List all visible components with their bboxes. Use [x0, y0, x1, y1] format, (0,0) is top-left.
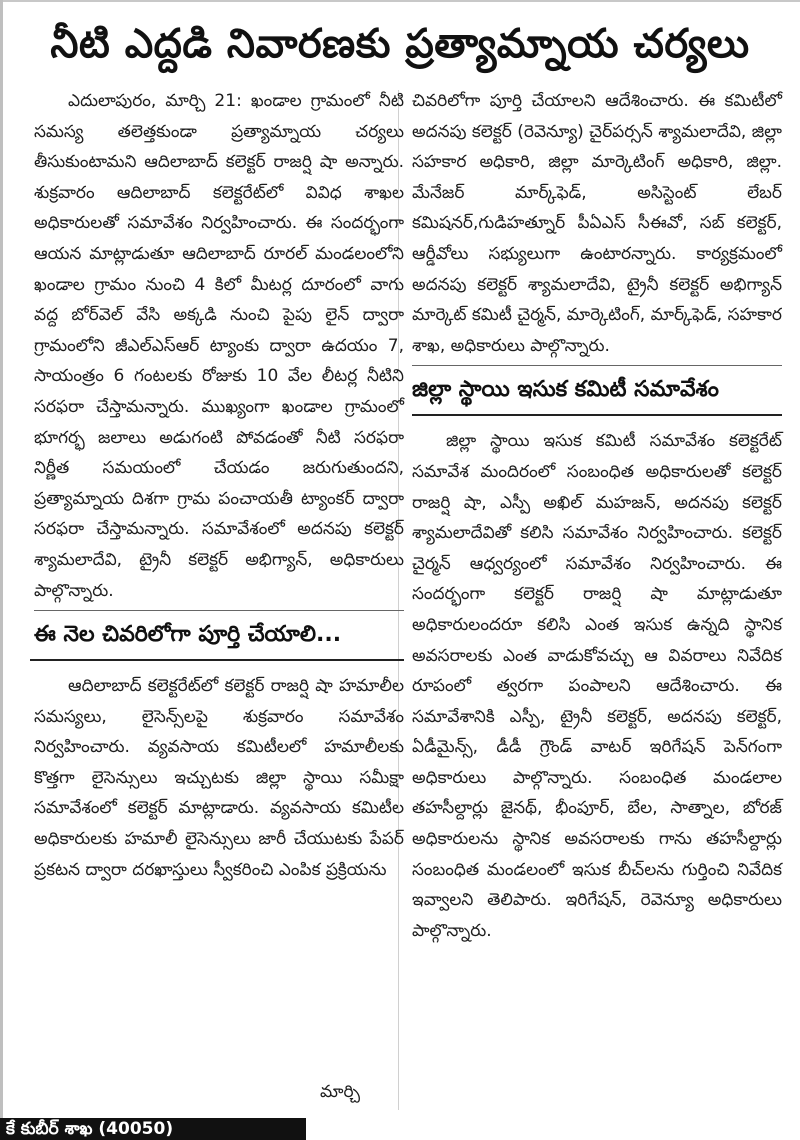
left-column-tail: మార్చి [320, 1082, 361, 1102]
page-left-border [0, 0, 3, 1120]
left-subheading-rule [30, 659, 404, 661]
right-paragraph-2: జిల్లా స్థాయి ఇసుక కమిటీ సమావేశం కలెక్టరేట్ సమావేశ మందిరంలో సంబంధిత అధికారులతో కలెక్టర్ రాజర్షి షా, ఎస్పీ అఖిల్ మహజన్, అదనపు కలెక్టర్ శ్యామలాదేవితో కలిసి సమావేశం నిర్వహించారు. కలెక్టర్ చైర్మన్ ఆధ్వర్యంలో సమావేశం నిర్వహించారు. ఈ సందర్భంగా కలెక్టర్ రాజర్షి షా మాట్లాడుతూ అధికారులందరూ కలిసి ఎంత ఇసుక ఉన్నది స్థానిక అవసరాలకు ఎంత వాడుకోవచ్చు ఆ వివరాలు నివేదిక రూపంలో త్వరగా పంపాలని ఆదేశించారు. ఈ సమావేశానికి ఎస్పీ, ట్రైనీ కలెక్టర్, అదనపు కలెక్టర్, ఏడీమైన్స్, డీడీ గ్రౌండ్ వాటర్ ఇరిగేషన్ పెన్‌గంగా అధికారులు పాల్గొన్నారు. సంబంధిత మండలాల తహసీల్దార్లు జైనథ్, భీంపూర్, బేల, సాత్నాల, బోరజ్ అధికారులను స్థానిక అవసరాలకు గాను తహసీల్దార్లు సంబంధిత మండలంలో ఇసుక బీచ్‌లను గుర్తించి నివేదిక ఇవ్వాలని తెలిపారు. ఇరిగేషన్, రెవెన్యూ అధికారులు పాల్గొన్నారు. [412, 431, 782, 941]
right-column [412, 86, 782, 946]
right-subheading: జిల్లా స్థాయి ఇసుక కమిటీ సమావేశం [412, 377, 719, 403]
left-subheading-top-rule [34, 610, 404, 611]
page-top-border [0, 0, 800, 2]
footer-strip: కే కుబీర్ శాఖ (40050) [0, 1118, 306, 1140]
right-paragraph-1: చివరిలోగా పూర్తి చేయాలని ఆదేశించారు. ఈ కమిటీలో అదనపు కలెక్టర్ (రెవెన్యూ) చైర్‌పర్సన్ శ్యామలాదేవి, జిల్లా సహకార అధికారి, జిల్లా మార్కెటింగ్ అధికారి, జిల్లా. మేనేజర్ మార్క్‌ఫెడ్, అసిస్టెంట్ లేబర్ కమిషనర్,గుడిహత్నూర్ పీఏఎస్ సీఈవో, సబ్ కలెక్టర్, ఆర్డీవోలు సభ్యులుగా ఉంటారన్నారు. కార్యక్రమంలో అదనపు కలెక్టర్ శ్యామలాదేవి, ట్రైనీ కలెక్టర్ అభిగ్యాన్ మార్కెట్ కమిటీ చైర్మన్, మార్కెటింగ్, మార్క్‌ఫెడ్, సహకార శాఖ, అధికారులు పాల్గొన్నారు. [412, 91, 783, 356]
left-paragraph-1: ఎదులాపురం, మార్చి 21: ఖండాల గ్రామంలో నీటి సమస్య తలెత్తకుండా ప్రత్యామ్నాయ చర్యలు తీసుకుంటామని ఆదిలాబాద్ కలెక్టర్ రాజర్షి షా అన్నారు. శుక్రవారం ఆదిలాబాద్ కలెక్టరేట్‌లో వివిధ శాఖల అధికారులతో సమావేశం నిర్వహించారు. ఈ సందర్భంగా ఆయన మాట్లాడుతూ ఆదిలాబాద్ రూరల్ మండలంలోని ఖండాల గ్రామం నుంచి 4 కిలో మీటర్ల దూరంలో వాగు వద్ద బోర్‌వెల్ వేసి అక్కడి నుంచి పైపు లైన్ ద్వారా గ్రామంలోని జీఎల్ఎస్ఆర్ ట్యాంకు ద్వారా ఉదయం 7, సాయంత్రం 6 గంటలకు రోజుకు 10 వేల లీటర్ల నీటిని సరఫరా చేస్తామన్నారు. ముఖ్యంగా ఖండాల గ్రామంలో భూగర్భ జలాలు అడుగంటి పోవడంతో నీటి సరఫరా నిర్ణీత సమయంలో చేయడం జరుగుతుందని, ప్రత్యామ్నాయ దిశగా గ్రామ పంచాయతీ ట్యాంకర్ ద్వారా సరఫరా చేస్తామన్నారు. సమావేశంలో అదనపు కలెక్టర్ శ్యామలాదేవి, ట్రైనీ కలెక్టర్ అభిగ్యాన్, అధికారులు పాల్గొన్నారు. [34, 91, 404, 601]
left-column [34, 86, 404, 885]
left-paragraph-2: ఆదిలాబాద్ కలెక్టరేట్‌లో కలెక్టర్ రాజర్షి షా హమాలీల సమస్యలు, లైసెన్స్‌లపై శుక్రవారం సమావేశం నిర్వహించారు. వ్యవసాయ కమిటీలలో హమాలీలకు కొత్తగా లైసెన్సులు ఇచ్చుటకు జిల్లా స్థాయి సమీక్షా సమావేశంలో కలెక్టర్ మాట్లాడారు. వ్యవసాయ కమిటీల అధికారులకు హమాలీ లైసెన్సులు జారీ చేయుటకు పేపర్ ప్రకటన ద్వారా దరఖాస్తులు స్వీకరించి ఎంపిక ప్రక్రియను [34, 676, 404, 880]
left-subheading: ఈ నెల చివరిలోగా పూర్తి చేయాలి... [34, 622, 342, 648]
right-subheading-rule [412, 414, 782, 416]
article-headline: నీటి ఎద్దడి నివారణకు ప్రత్యామ్నాయ చర్యలు [50, 21, 750, 67]
right-subheading-top-rule [412, 365, 782, 366]
